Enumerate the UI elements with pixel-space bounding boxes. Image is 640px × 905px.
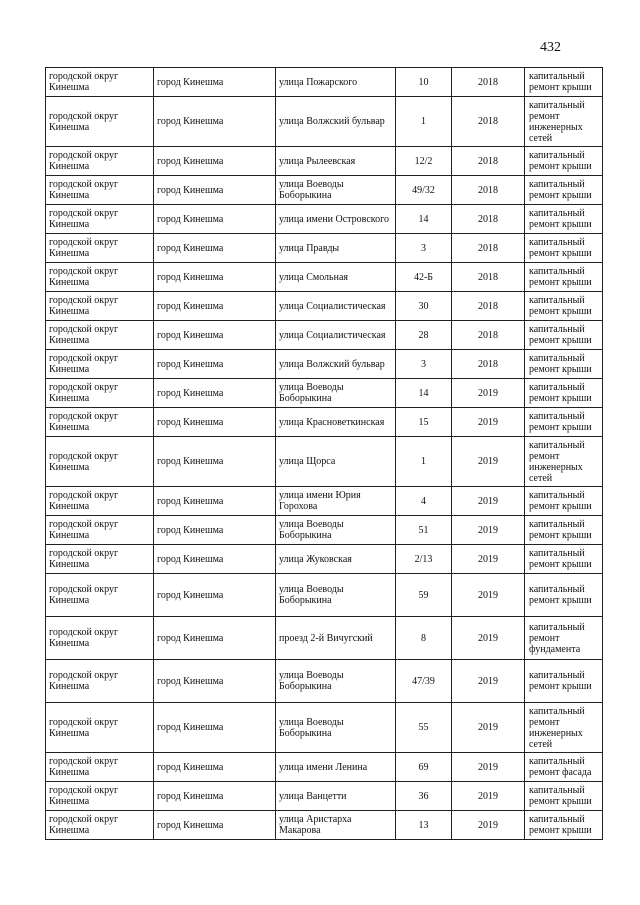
year-cell: 2019 — [452, 811, 525, 840]
district-cell: городской округ Кинешма — [46, 545, 154, 574]
district-cell: городской округ Кинешма — [46, 68, 154, 97]
street-cell: улица Социалистическая — [276, 292, 396, 321]
year-cell: 2018 — [452, 321, 525, 350]
district-cell: городской округ Кинешма — [46, 408, 154, 437]
district-cell: городской округ Кинешма — [46, 321, 154, 350]
street-cell: улица Ванцетти — [276, 782, 396, 811]
city-cell: город Кинешма — [154, 545, 276, 574]
year-cell: 2019 — [452, 703, 525, 753]
district-cell: городской округ Кинешма — [46, 516, 154, 545]
street-cell: улица Правды — [276, 234, 396, 263]
district-cell: городской округ Кинешма — [46, 811, 154, 840]
work-type-cell: капитальный ремонт инженерных сетей — [525, 703, 603, 753]
district-cell: городской округ Кинешма — [46, 147, 154, 176]
table-row — [46, 263, 603, 292]
district-cell: городской округ Кинешма — [46, 234, 154, 263]
year-cell: 2018 — [452, 234, 525, 263]
district-cell: городской округ Кинешма — [46, 574, 154, 617]
table-row — [46, 437, 603, 487]
work-type-cell: капитальный ремонт фасада — [525, 753, 603, 782]
street-cell: улица Воеводы Боборыкина — [276, 379, 396, 408]
city-cell: город Кинешма — [154, 782, 276, 811]
house-number-cell: 13 — [396, 811, 452, 840]
table-row — [46, 234, 603, 263]
house-number-cell: 3 — [396, 350, 452, 379]
table-row — [46, 545, 603, 574]
city-cell: город Кинешма — [154, 703, 276, 753]
city-cell: город Кинешма — [154, 617, 276, 660]
street-cell: улица Волжский бульвар — [276, 97, 396, 147]
city-cell: город Кинешма — [154, 321, 276, 350]
city-cell: город Кинешма — [154, 437, 276, 487]
street-cell: улица имени Ленина — [276, 753, 396, 782]
year-cell: 2018 — [452, 97, 525, 147]
house-number-cell: 14 — [396, 379, 452, 408]
district-cell: городской округ Кинешма — [46, 205, 154, 234]
work-type-cell: капитальный ремонт крыши — [525, 811, 603, 840]
house-number-cell: 10 — [396, 68, 452, 97]
year-cell: 2019 — [452, 753, 525, 782]
city-cell: город Кинешма — [154, 292, 276, 321]
work-type-cell: капитальный ремонт крыши — [525, 68, 603, 97]
street-cell: улица Воеводы Боборыкина — [276, 703, 396, 753]
table-row — [46, 753, 603, 782]
city-cell: город Кинешма — [154, 811, 276, 840]
table-row — [46, 321, 603, 350]
street-cell: улица Щорса — [276, 437, 396, 487]
work-type-cell: капитальный ремонт крыши — [525, 263, 603, 292]
district-cell: городской округ Кинешма — [46, 350, 154, 379]
work-type-cell: капитальный ремонт фундамента — [525, 617, 603, 660]
street-cell: улица Пожарского — [276, 68, 396, 97]
street-cell: улица Смольная — [276, 263, 396, 292]
table-row — [46, 703, 603, 753]
table-row — [46, 516, 603, 545]
house-number-cell: 15 — [396, 408, 452, 437]
street-cell: улица Воеводы Боборыкина — [276, 516, 396, 545]
house-number-cell: 1 — [396, 437, 452, 487]
work-type-cell: капитальный ремонт крыши — [525, 292, 603, 321]
year-cell: 2019 — [452, 782, 525, 811]
table-row — [46, 811, 603, 840]
district-cell: городской округ Кинешма — [46, 292, 154, 321]
work-type-cell: капитальный ремонт крыши — [525, 545, 603, 574]
work-type-cell: капитальный ремонт крыши — [525, 321, 603, 350]
year-cell: 2018 — [452, 176, 525, 205]
repair-schedule-table — [45, 67, 603, 840]
year-cell: 2019 — [452, 574, 525, 617]
house-number-cell: 4 — [396, 487, 452, 516]
district-cell: городской округ Кинешма — [46, 703, 154, 753]
district-cell: городской округ Кинешма — [46, 263, 154, 292]
district-cell: городской округ Кинешма — [46, 487, 154, 516]
city-cell: город Кинешма — [154, 379, 276, 408]
year-cell: 2018 — [452, 263, 525, 292]
city-cell: город Кинешма — [154, 205, 276, 234]
street-cell: улица Рылеевская — [276, 147, 396, 176]
city-cell: город Кинешма — [154, 350, 276, 379]
table-row — [46, 782, 603, 811]
year-cell: 2019 — [452, 660, 525, 703]
work-type-cell: капитальный ремонт крыши — [525, 379, 603, 408]
work-type-cell: капитальный ремонт крыши — [525, 574, 603, 617]
house-number-cell: 69 — [396, 753, 452, 782]
district-cell: городской округ Кинешма — [46, 97, 154, 147]
work-type-cell: капитальный ремонт крыши — [525, 350, 603, 379]
year-cell: 2018 — [452, 292, 525, 321]
table-row — [46, 97, 603, 147]
year-cell: 2019 — [452, 516, 525, 545]
table-row — [46, 176, 603, 205]
year-cell: 2018 — [452, 205, 525, 234]
house-number-cell: 2/13 — [396, 545, 452, 574]
year-cell: 2019 — [452, 487, 525, 516]
work-type-cell: капитальный ремонт крыши — [525, 176, 603, 205]
year-cell: 2019 — [452, 379, 525, 408]
district-cell: городской округ Кинешма — [46, 753, 154, 782]
city-cell: город Кинешма — [154, 516, 276, 545]
page-number: 432 — [540, 40, 561, 55]
house-number-cell: 59 — [396, 574, 452, 617]
street-cell: проезд 2-й Вичугский — [276, 617, 396, 660]
house-number-cell: 1 — [396, 97, 452, 147]
city-cell: город Кинешма — [154, 263, 276, 292]
street-cell: улица имени Юрия Горохова — [276, 487, 396, 516]
work-type-cell: капитальный ремонт крыши — [525, 147, 603, 176]
house-number-cell: 8 — [396, 617, 452, 660]
district-cell: городской округ Кинешма — [46, 437, 154, 487]
street-cell: улица имени Островского — [276, 205, 396, 234]
house-number-cell: 47/39 — [396, 660, 452, 703]
city-cell: город Кинешма — [154, 234, 276, 263]
house-number-cell: 36 — [396, 782, 452, 811]
city-cell: город Кинешма — [154, 97, 276, 147]
table-row — [46, 660, 603, 703]
house-number-cell: 14 — [396, 205, 452, 234]
city-cell: город Кинешма — [154, 176, 276, 205]
house-number-cell: 49/32 — [396, 176, 452, 205]
house-number-cell: 3 — [396, 234, 452, 263]
year-cell: 2019 — [452, 437, 525, 487]
table-row — [46, 147, 603, 176]
street-cell: улица Социалистическая — [276, 321, 396, 350]
house-number-cell: 55 — [396, 703, 452, 753]
year-cell: 2018 — [452, 68, 525, 97]
work-type-cell: капитальный ремонт крыши — [525, 782, 603, 811]
year-cell: 2018 — [452, 350, 525, 379]
street-cell: улица Красноветкинская — [276, 408, 396, 437]
table-body — [46, 68, 603, 840]
house-number-cell: 51 — [396, 516, 452, 545]
street-cell: улица Волжский бульвар — [276, 350, 396, 379]
table-row — [46, 487, 603, 516]
house-number-cell: 42-Б — [396, 263, 452, 292]
house-number-cell: 30 — [396, 292, 452, 321]
district-cell: городской округ Кинешма — [46, 379, 154, 408]
city-cell: город Кинешма — [154, 147, 276, 176]
city-cell: город Кинешма — [154, 408, 276, 437]
work-type-cell: капитальный ремонт крыши — [525, 516, 603, 545]
year-cell: 2018 — [452, 147, 525, 176]
work-type-cell: капитальный ремонт крыши — [525, 660, 603, 703]
table-row — [46, 574, 603, 617]
table-row — [46, 408, 603, 437]
street-cell: улица Воеводы Боборыкина — [276, 660, 396, 703]
street-cell: улица Жуковская — [276, 545, 396, 574]
city-cell: город Кинешма — [154, 68, 276, 97]
work-type-cell: капитальный ремонт крыши — [525, 234, 603, 263]
street-cell: улица Аристарха Макарова — [276, 811, 396, 840]
street-cell: улица Воеводы Боборыкина — [276, 574, 396, 617]
city-cell: город Кинешма — [154, 753, 276, 782]
city-cell: город Кинешма — [154, 487, 276, 516]
table-row — [46, 350, 603, 379]
city-cell: город Кинешма — [154, 574, 276, 617]
year-cell: 2019 — [452, 617, 525, 660]
house-number-cell: 28 — [396, 321, 452, 350]
house-number-cell: 12/2 — [396, 147, 452, 176]
district-cell: городской округ Кинешма — [46, 782, 154, 811]
work-type-cell: капитальный ремонт крыши — [525, 205, 603, 234]
table-row — [46, 205, 603, 234]
table-row — [46, 292, 603, 321]
year-cell: 2019 — [452, 545, 525, 574]
city-cell: город Кинешма — [154, 660, 276, 703]
work-type-cell: капитальный ремонт инженерных сетей — [525, 97, 603, 147]
table-row — [46, 379, 603, 408]
table-row — [46, 68, 603, 97]
table-row — [46, 617, 603, 660]
work-type-cell: капитальный ремонт инженерных сетей — [525, 437, 603, 487]
district-cell: городской округ Кинешма — [46, 176, 154, 205]
street-cell: улица Воеводы Боборыкина — [276, 176, 396, 205]
work-type-cell: капитальный ремонт крыши — [525, 487, 603, 516]
work-type-cell: капитальный ремонт крыши — [525, 408, 603, 437]
district-cell: городской округ Кинешма — [46, 617, 154, 660]
district-cell: городской округ Кинешма — [46, 660, 154, 703]
year-cell: 2019 — [452, 408, 525, 437]
